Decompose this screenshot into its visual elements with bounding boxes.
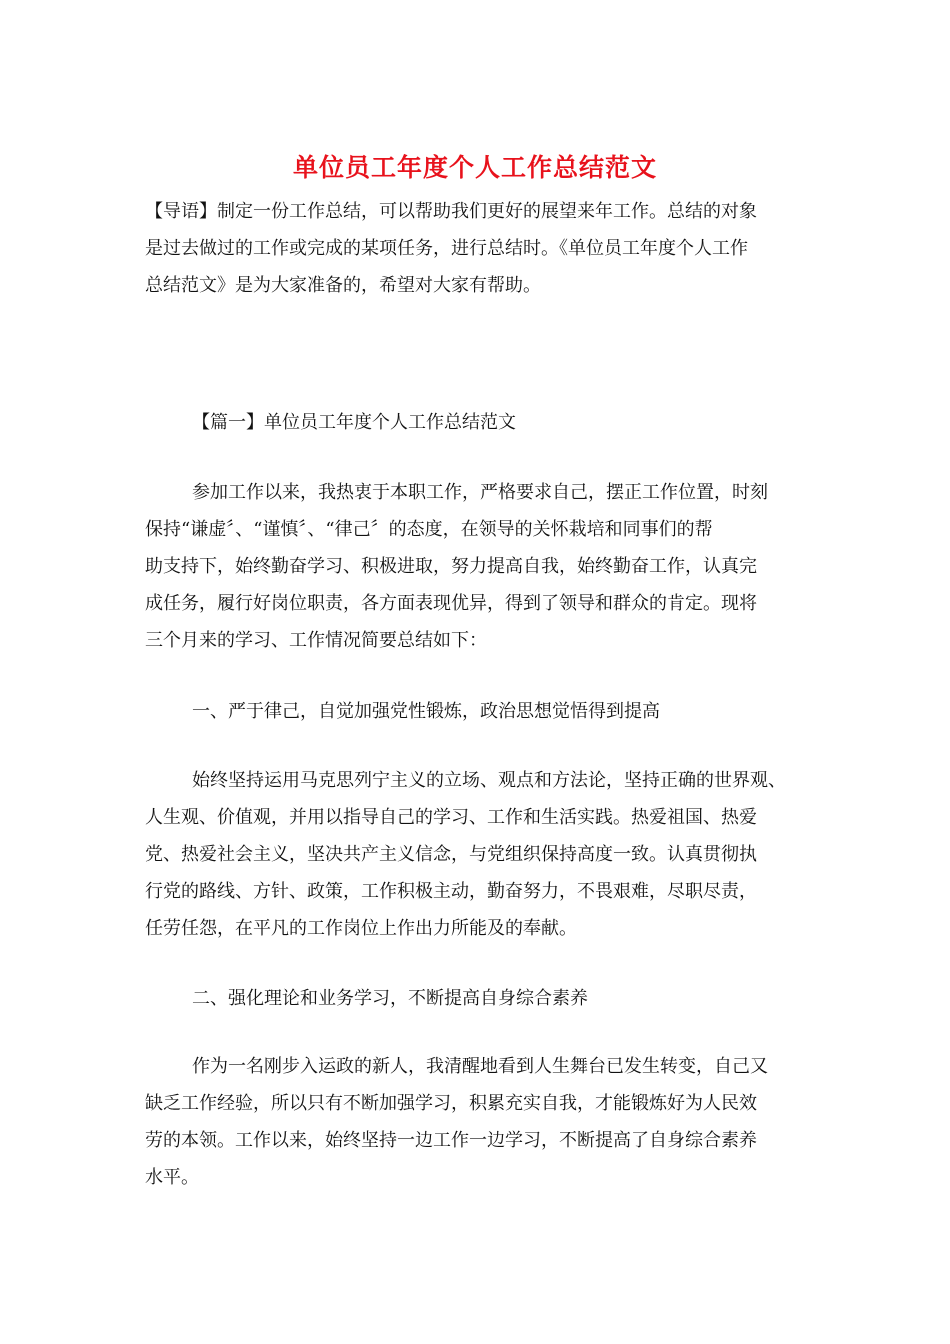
paragraph-line: 三个月来的学习、工作情况简要总结如下： [145,630,487,651]
section-heading-text: 【篇一】单位员工年度个人工作总结范文 [192,412,516,433]
body-paragraph-3 [145,1048,810,1196]
body-paragraph-2 [145,762,810,947]
subheading-text: 一、严于律己，自觉加强党性锻炼，政治思想觉悟得到提高 [192,701,660,722]
section-heading [145,404,810,441]
subheading-1 [145,693,810,730]
paragraph-line: 缺乏工作经验，所以只有不断加强学习，积累充实自我，才能锻炼好为人民效 [145,1093,757,1114]
paragraph-line: 劳的本领。工作以来，始终坚持一边工作一边学习，不断提高了自身综合素养 [145,1130,757,1151]
subheading-2 [145,980,810,1017]
paragraph-line: 助支持下，始终勤奋学习、积极进取，努力提高自我，始终勤奋工作，认真完 [145,556,757,577]
paragraph-line: 参加工作以来，我热衷于本职工作，严格要求自己，摆正工作位置，时刻 [192,482,768,503]
intro-paragraph [145,193,810,304]
paragraph-line: 任劳任怨，在平凡的工作岗位上作出力所能及的奉献。 [145,918,577,939]
body-paragraph-1 [145,474,810,659]
paragraph-line: 作为一名刚步入运政的新人，我清醒地看到人生舞台已发生转变，自己又 [192,1056,768,1077]
intro-line: 【导语】制定一份工作总结，可以帮助我们更好的展望来年工作。总结的对象 [145,201,757,222]
paragraph-line: 成任务，履行好岗位职责，各方面表现优异，得到了领导和群众的肯定。现将 [145,593,757,614]
paragraph-line: 行党的路线、方针、政策，工作积极主动，勤奋努力，不畏艰难，尽职尽责， [145,881,757,902]
paragraph-line: 始终坚持运用马克思列宁主义的立场、观点和方法论，坚持正确的世界观、 [192,770,786,791]
paragraph-line: 水平。 [145,1167,199,1188]
subheading-text: 二、强化理论和业务学习，不断提高自身综合素养 [192,988,588,1009]
document-title: 单位员工年度个人工作总结范文 [292,153,657,182]
intro-line: 总结范文》是为大家准备的，希望对大家有帮助。 [145,275,541,296]
paragraph-line: 人生观、价值观，并用以指导自己的学习、工作和生活实践。热爱祖国、热爱 [145,807,757,828]
intro-line: 是过去做过的工作或完成的某项任务，进行总结时。《单位员工年度个人工作 [145,238,748,259]
paragraph-line: 党、热爱社会主义，坚决共产主义信念，与党组织保持高度一致。认真贯彻执 [145,844,757,865]
paragraph-line: 保持“谦虚〞、“谨慎〞、“律己〞的态度，在领导的关怀栽培和同事们的帮 [145,519,713,540]
